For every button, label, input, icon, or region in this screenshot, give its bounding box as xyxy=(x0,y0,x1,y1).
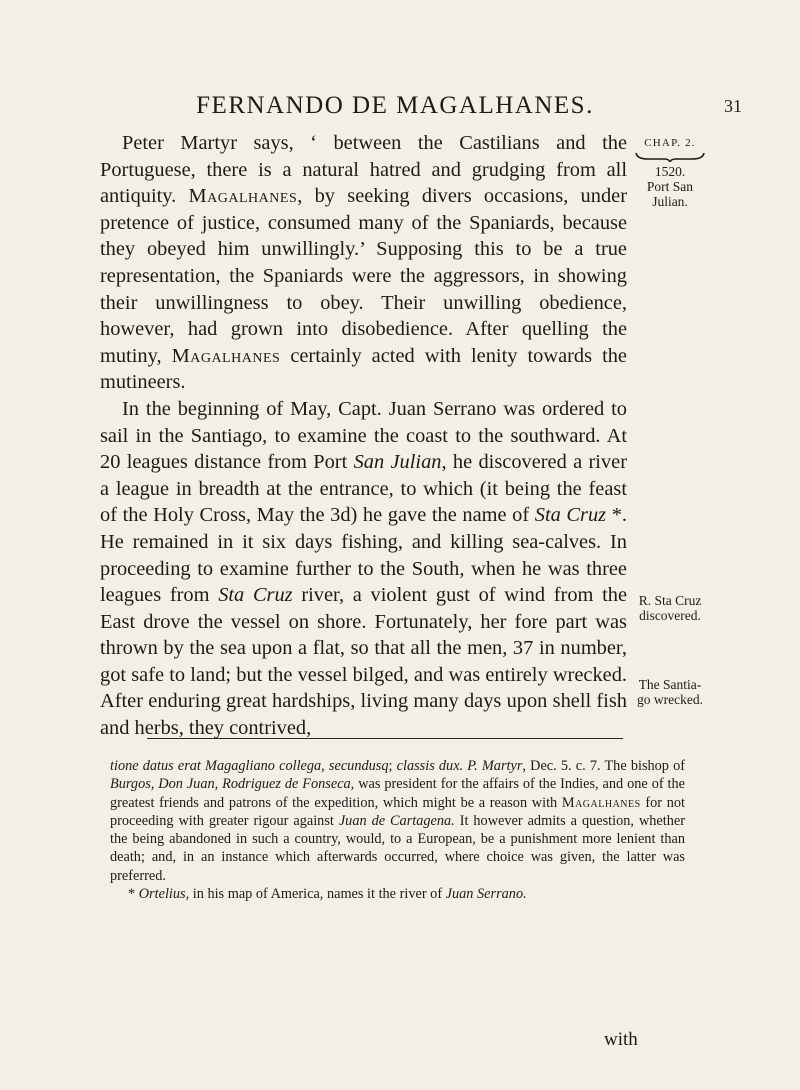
text-run: , by seeking divers occasions, under pretence of justice, consumed many of the Spaniards, because they obeyed him unwillingly.’ Supposing this to be a true representation, the Spaniards were the aggressors, in showing their unwillingness to obey. Their unwilling obedience, however, had grown into disobedience. After quelling the mutiny, xyxy=(100,185,627,367)
year-note: 1520. xyxy=(654,164,686,179)
place-name: Sta xyxy=(534,504,561,527)
text-run: for not proceeding with greater rigour against xyxy=(110,794,685,829)
text-run: river, a violent gust of wind from the East drove the vessel on shore. Fortunately, her fore part was thrown by the sea upon a flat, so that all the men, 37 in number, got safe to land; but the vessel bilged, and was entirely wrecked. After enduring great hardships, living many days upon shell fish and herbs, they contrived, xyxy=(100,584,627,740)
text-run: certainly acted with lenity towards the mutineers. xyxy=(100,344,627,394)
footnote-rule xyxy=(147,738,623,739)
author-name: P. Martyr xyxy=(467,758,523,774)
place-name: San Julian xyxy=(353,451,442,474)
text-run: , Dec. 5. c. 7. The bishop of xyxy=(522,758,686,774)
catchword: with xyxy=(604,1029,638,1050)
name-magalhanes: Magalhanes xyxy=(561,794,641,811)
text-run: was president for the affairs of the Indies, and one of the greatest friends and patrons of the expedition, which might be a reason with xyxy=(110,776,686,811)
footnote-marker: * xyxy=(128,886,139,903)
footnote-marker: * xyxy=(606,504,622,527)
author-name: Ortelius, xyxy=(138,886,190,903)
person-name: Juan de Cartagena. xyxy=(338,812,455,829)
text-run: It however admits a question, whether the being abandoned in such a country, would, to a European, be a punishment more lenient than death; and, in an instance which afterwards occurred, where choice was given, the latter was preferred. xyxy=(110,812,685,884)
margin-note-line: go wrecked. xyxy=(637,692,703,707)
text-run: . He remained in it six days fishing, and killing sea-calves. In proceeding to examine further to the South, when he was three leagues from xyxy=(100,504,628,607)
footnote-continuation xyxy=(110,757,685,885)
place-name: Cruz xyxy=(560,504,607,527)
margin-note-santiago xyxy=(630,677,710,707)
chapter-label: CHAP. 2. xyxy=(644,137,696,149)
page-number: 31 xyxy=(724,96,742,116)
place-note-line1: Port San xyxy=(646,179,694,194)
text-run: ; xyxy=(388,758,397,774)
text-run: , he discovered a river a league in breadth at the entrance, to which (it being the feast of the Holy Cross, May the 3d) he gave the name of xyxy=(100,451,627,527)
footnote-star xyxy=(110,885,685,903)
place-name: Sta xyxy=(218,584,245,607)
place-note-line2: Julian. xyxy=(652,194,688,209)
name-magalhanes: Magalhanes xyxy=(171,344,281,367)
place-name: Juan Serrano. xyxy=(445,886,527,903)
margin-note-line: The Santia- xyxy=(638,677,702,692)
place-name: Cruz xyxy=(244,584,293,607)
running-head: FERNANDO DE MAGALHANES. xyxy=(196,92,594,119)
paragraph xyxy=(100,396,627,742)
margin-note-line: discovered. xyxy=(639,608,701,623)
main-text xyxy=(100,130,627,742)
footnotes xyxy=(110,757,685,903)
margin-note-chapter xyxy=(630,136,710,209)
margin-note-line: R. Sta Cruz xyxy=(638,593,702,608)
brace-icon xyxy=(634,152,706,162)
margin-note-santa-cruz xyxy=(630,593,710,623)
paragraph xyxy=(100,130,627,396)
person-name: Burgos, Don Juan, Rodriguez de Fonseca, xyxy=(110,776,355,793)
text-run: In the beginning of May, Capt. Juan Serrano was ordered to sail in the Santiago, to examine the coast to the southward. At 20 leagues distance from Port xyxy=(100,397,627,474)
name-magalhanes: Magalhanes xyxy=(188,185,298,208)
text-run: Peter Martyr says, ‘ between the Castilians and the Portuguese, there is a natural hatred and grudging from all antiquity. xyxy=(100,132,627,208)
latin-quote: tione datus erat Magagliano collega, secundusq xyxy=(110,758,389,774)
text-run: in his map of America, names it the river of xyxy=(189,886,446,903)
latin-quote: classis dux. xyxy=(396,758,464,774)
